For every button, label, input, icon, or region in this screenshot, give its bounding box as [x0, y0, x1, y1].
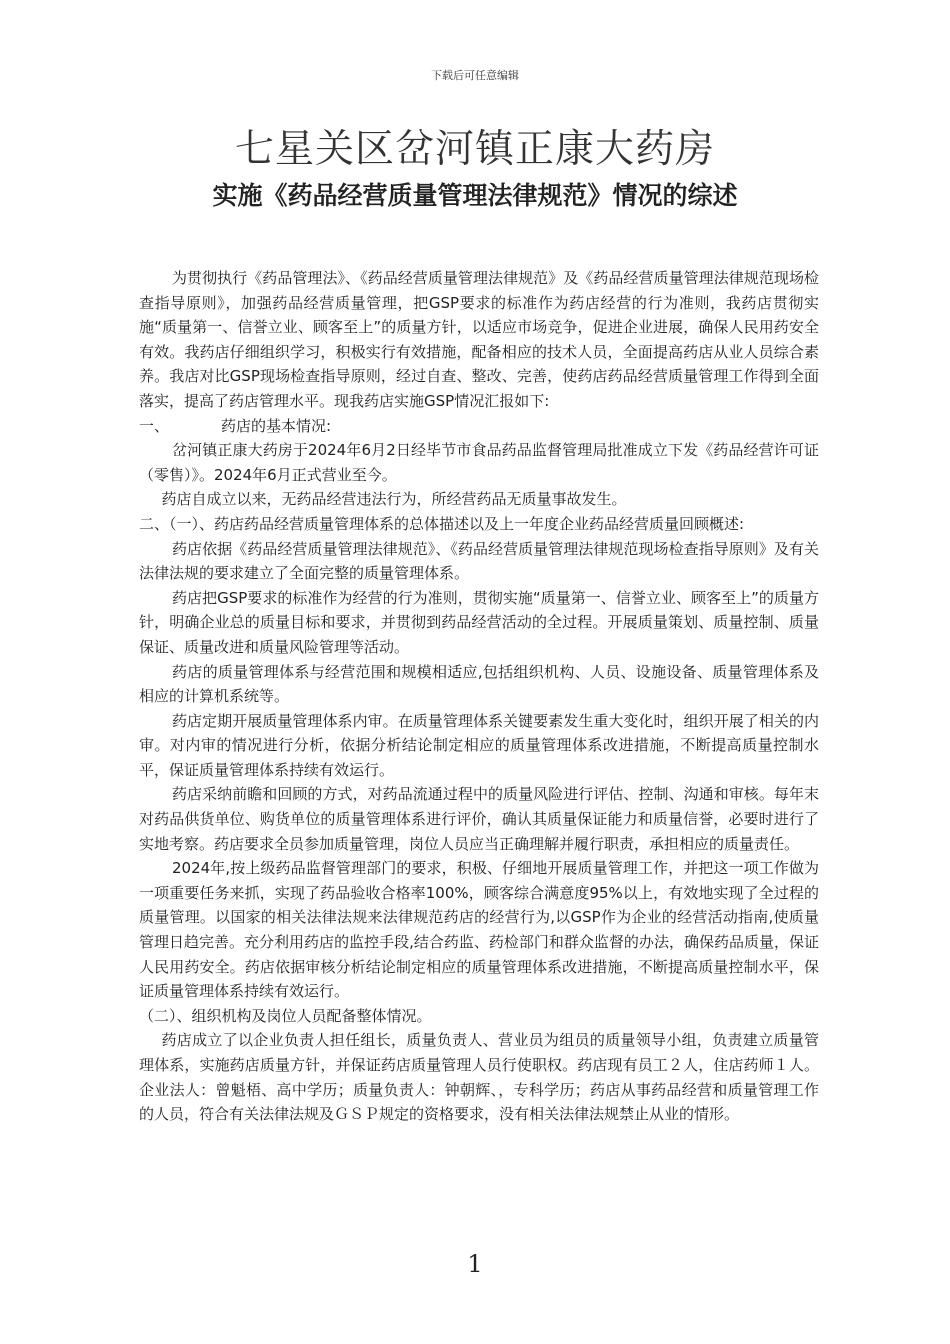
page-number: 1: [467, 1250, 483, 1278]
section-number: 一、: [139, 416, 170, 435]
section-heading-1: [139, 414, 819, 439]
section-heading-3: （二）、组织机构及岗位人员配备整体情况。: [139, 1006, 432, 1025]
paragraph: 药店成立了以企业负责人担任组长，质量负责人、营业员为组员的质量领导小组，负责建立质量管理体系，实施药店质量方针，并保证药店质量管理人员行使职权。药店现有员工２人，住店药师１人。企业法人：曾魁梧、高中学历；质量负责人：钟朝辉、，专科学历；药店从事药品经营和质量管理工作的人员，符合有关法律法规及ＧＳＰ规定的资格要求，没有相关法律法规禁止从业的情形。: [139, 1031, 819, 1124]
document-body: [139, 266, 819, 1127]
paragraph: 2024年,按上级药品监督管理部门的要求，积极、仔细地开展质量管理工作，并把这一项工作做为一项重要任务来抓，实现了药品验收合格率100%，顾客综合满意度95%以上，有效地实现了全过程的质量管理。以国家的相关法律法规来法律规范药店的经营行为,以GSP作为企业的经营活动指南,使质量管理日趋完善。充分利用药店的监控手段,结合药监、药检部门和群众监督的办法，确保药品质量，保证人民用药安全。药店依据审核分析结论制定相应的质量管理体系改进措施，不断提高质量控制水平，保证质量管理体系持续有效运行。: [139, 859, 819, 1001]
section-heading-2: 二、（一）、药店药品经营质量管理体系的总体描述以及上一年度企业药品经营质量回顾概述:: [139, 514, 745, 533]
paragraph: 药店把GSP要求的标准作为经营的行为准则，贯彻实施“质量第一、信誉立业、顾客至上”的质量方针，明确企业总的质量目标和要求，并贯彻到药品经营活动的全过程。开展质量策划、质量控制、质量保证、质量改进和质量风险管理等活动。: [139, 588, 819, 656]
paragraph: 药店定期开展质量管理体系内审。在质量管理体系关键要素发生重大变化时，组织开展了相关的内审。对内审的情况进行分析，依据分析结论制定相应的质量管理体系改进措施，不断提高质量控制水平，保证质量管理体系持续有效运行。: [139, 711, 819, 779]
paragraph-intro: 为贯彻执行《药品管理法》、《药品经营质量管理法律规范》及《药品经营质量管理法律规范现场检查指导原则》，加强药品经营质量管理，把GSP要求的标准作为药店经营的行为准则，我药店贯彻实施“质量第一、信誉立业、顾客至上”的质量方针，以适应市场竞争，促进企业进展，确保人民用药安全有效。我药店仔细组织学习，积极实行有效措施，配备相应的技术人员，全面提高药店从业人员综合素养。我店对比GSP现场检查指导原则，经过自查、整改、完善，使药店药品经营质量管理工作得到全面落实，提高了药店管理水平。现我药店实施GSP情况汇报如下:: [139, 269, 819, 410]
paragraph: 药店依据《药品经营质量管理法律规范》、《药品经营质量管理法律规范现场检查指导原则》及有关法律法规的要求建立了全面完整的质量管理体系。: [139, 539, 819, 583]
header-note: 下载后可任意编辑: [431, 69, 519, 82]
paragraph: 药店自成立以来，无药品经营违法行为，所经营药品无质量事故发生。: [161, 490, 627, 509]
paragraph: 岔河镇正康大药房于2024年6月2日经毕节市食品药品监督管理局批准成立下发《药品经营许可证（零售）》。2024年6月正式营业至今。: [139, 441, 819, 484]
paragraph: 药店的质量管理体系与经营范围和规模相适应,包括组织机构、人员、设施设备、质量管理体系及相应的计算机系统等。: [139, 662, 819, 706]
document-subtitle: 实施《药品经营质量管理法律规范》情况的综述: [212, 181, 738, 210]
document-title: 七星关区岔河镇正康大药房: [234, 127, 715, 172]
paragraph: 药店采纳前瞻和回顾的方式，对药品流通过程中的质量风险进行评估、控制、沟通和审核。每年末对药品供货单位、购货单位的质量管理体系进行评价，确认其质量保证能力和质量信誉，必要时进行了实地考察。药店要求全员参加质量管理，岗位人员应当正确理解并履行职责，承担相应的质量责任。: [139, 785, 819, 853]
section-heading-text: 药店的基本情况:: [221, 416, 332, 435]
